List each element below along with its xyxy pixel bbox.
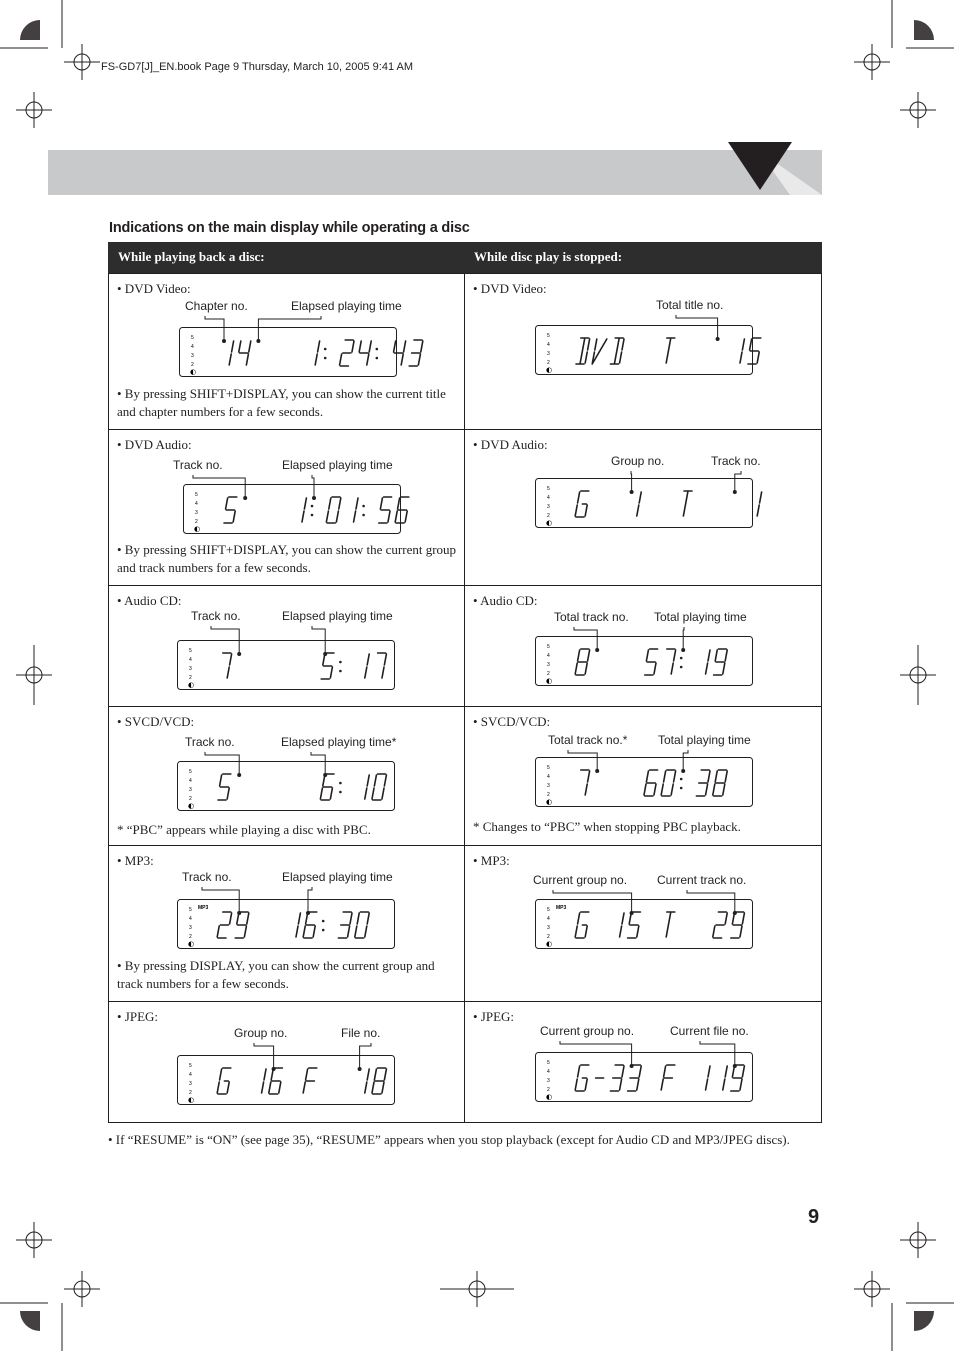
lcd-display bbox=[177, 761, 395, 816]
disc-indicator-icon: ◐ bbox=[194, 525, 201, 533]
callout-label: Track no. bbox=[185, 735, 235, 749]
lcd-display-svg bbox=[177, 899, 395, 949]
lcd-display bbox=[535, 478, 753, 533]
lcd-frame bbox=[536, 479, 753, 528]
lcd-colon-dot bbox=[680, 778, 683, 781]
table-header bbox=[108, 242, 822, 273]
callout-label: Group no. bbox=[611, 454, 665, 468]
lcd-display bbox=[179, 327, 397, 382]
lcd-glyph bbox=[409, 340, 423, 366]
disc-indicator-icon: ◐ bbox=[546, 1093, 553, 1101]
lcd-indicator-digit: 3 bbox=[195, 510, 198, 516]
lcd-display-svg bbox=[535, 478, 753, 528]
lcd-indicator-digit: 4 bbox=[547, 916, 550, 922]
lcd-indicator-digit: 2 bbox=[547, 671, 550, 677]
disc-type-label: • Audio CD: bbox=[473, 593, 538, 608]
disc-indicator-icon: ◐ bbox=[190, 368, 197, 376]
lcd-display-svg bbox=[183, 484, 401, 534]
lcd-indicator-digit: 3 bbox=[547, 662, 550, 668]
lcd-indicator-digit: 2 bbox=[189, 796, 192, 802]
cell-stopped-row-4 bbox=[464, 845, 822, 1002]
lcd-frame bbox=[178, 641, 395, 690]
lcd-indicator-digit: 2 bbox=[547, 934, 550, 940]
lcd-display bbox=[535, 899, 753, 954]
file-info-header: FS-GD7[J]_EN.book Page 9 Thursday, March 10, 2005 9:41 AM bbox=[101, 61, 414, 73]
lcd-colon-dot bbox=[322, 929, 325, 932]
callout-label: Group no. bbox=[234, 1026, 288, 1040]
lcd-frame bbox=[184, 485, 401, 534]
resume-footnote: • If “RESUME” is “ON” (see page 35), “RESUME” appears when you stop playback (except for Audio CD and MP3/JPEG discs). bbox=[108, 1132, 790, 1147]
lcd-display-svg bbox=[535, 1052, 753, 1102]
cell-stopped-row-3 bbox=[464, 706, 822, 846]
column-header-stopped: While disc play is stopped: bbox=[474, 249, 623, 264]
lcd-frame bbox=[178, 900, 395, 949]
disc-type-label: • DVD Video: bbox=[473, 281, 547, 296]
lcd-indicator-digit: 5 bbox=[547, 765, 550, 771]
callout-label: Current group no. bbox=[540, 1024, 635, 1038]
lcd-indicator-digit: 3 bbox=[547, 925, 550, 931]
lcd-colon-dot bbox=[339, 791, 342, 794]
disc-type-label: • DVD Video: bbox=[117, 281, 191, 296]
disc-indicator-icon: ◐ bbox=[188, 940, 195, 948]
lcd-indicator-digit: 5 bbox=[195, 492, 198, 498]
disc-type-label: • SVCD/VCD: bbox=[473, 714, 551, 729]
disc-type-label: • MP3: bbox=[117, 853, 154, 868]
disc-indicator-icon: ◐ bbox=[188, 681, 195, 689]
section-band bbox=[48, 150, 822, 195]
lcd-frame bbox=[178, 762, 395, 811]
callout-label: Current group no. bbox=[533, 873, 628, 887]
lcd-indicator-digit: 3 bbox=[191, 353, 194, 359]
callout-label: Total track no. bbox=[554, 610, 629, 624]
callout-label: Total playing time bbox=[654, 610, 747, 624]
lcd-colon-dot bbox=[680, 666, 683, 669]
lcd-indicator-digit: 3 bbox=[189, 925, 192, 931]
disc-indicator-icon: ◐ bbox=[546, 519, 553, 527]
lcd-indicator-digit: 5 bbox=[547, 1060, 550, 1066]
lcd-display-svg bbox=[535, 636, 753, 686]
lcd-display-svg bbox=[177, 1055, 395, 1105]
disc-indicator-icon: ◐ bbox=[188, 802, 195, 810]
lcd-indicator-digit: 5 bbox=[547, 486, 550, 492]
lcd-display-svg bbox=[535, 325, 753, 375]
callout-label: Total track no.* bbox=[548, 733, 628, 747]
lcd-colon-dot bbox=[324, 357, 327, 360]
disc-type-label: • DVD Audio: bbox=[473, 437, 548, 452]
disc-type-label: • Audio CD: bbox=[117, 593, 182, 608]
cell-note: • By pressing DISPLAY, you can show the current group and track numbers for a few seconds. bbox=[117, 958, 435, 991]
lcd-indicator-digit: 4 bbox=[189, 657, 192, 663]
cell-stopped-row-5 bbox=[464, 1001, 822, 1123]
lcd-colon-dot bbox=[311, 505, 314, 508]
lcd-display bbox=[535, 325, 753, 380]
lcd-colon-dot bbox=[680, 657, 683, 660]
lcd-display-svg bbox=[179, 327, 397, 377]
lcd-frame bbox=[536, 1053, 753, 1102]
callout-label: Elapsed playing time bbox=[282, 609, 393, 623]
lcd-colon-dot bbox=[339, 782, 342, 785]
lcd-indicator-digit: 5 bbox=[189, 769, 192, 775]
lcd-indicator-digit: 4 bbox=[547, 653, 550, 659]
lcd-colon-dot bbox=[362, 514, 365, 517]
lcd-indicator-digit: 2 bbox=[547, 513, 550, 519]
lcd-display-svg bbox=[535, 899, 753, 949]
lcd-indicator-digit: 4 bbox=[547, 342, 550, 348]
lcd-indicator-digit: 4 bbox=[547, 774, 550, 780]
lcd-indicator-digit: 3 bbox=[189, 1081, 192, 1087]
lcd-indicator-digit: 2 bbox=[189, 1090, 192, 1096]
disc-type-label: • SVCD/VCD: bbox=[117, 714, 195, 729]
lcd-colon-dot bbox=[339, 670, 342, 673]
lcd-colon-dot bbox=[680, 787, 683, 790]
lcd-indicator-digit: 2 bbox=[195, 519, 198, 525]
callout-label: Total title no. bbox=[656, 298, 724, 312]
lcd-indicator-digit: 2 bbox=[547, 1087, 550, 1093]
column-header-playing: While playing back a disc: bbox=[118, 249, 265, 264]
lcd-frame bbox=[536, 900, 753, 949]
lcd-indicator-digit: 4 bbox=[195, 501, 198, 507]
lcd-indicator-digit: 3 bbox=[547, 504, 550, 510]
lcd-indicator-digit: 2 bbox=[191, 362, 194, 368]
lcd-display bbox=[177, 899, 395, 954]
lcd-indicator-digit: 3 bbox=[547, 1078, 550, 1084]
cell-playing-row-2 bbox=[108, 585, 465, 707]
lcd-frame bbox=[536, 637, 753, 686]
callout-label: Current file no. bbox=[670, 1024, 749, 1038]
callout-label: Elapsed playing time bbox=[282, 458, 393, 472]
lcd-indicator-digit: 2 bbox=[189, 934, 192, 940]
disc-indicator-icon: ◐ bbox=[546, 798, 553, 806]
callout-label: Track no. bbox=[711, 454, 761, 468]
lcd-colon-dot bbox=[376, 348, 379, 351]
cell-note: • By pressing SHIFT+DISPLAY, you can show the current title and chapter numbers for a few seconds. bbox=[117, 386, 446, 419]
disc-indicator-icon: ◐ bbox=[546, 940, 553, 948]
lcd-indicator-digit: 5 bbox=[189, 907, 192, 913]
cell-playing-row-1 bbox=[108, 429, 465, 586]
lcd-colon-dot bbox=[324, 348, 327, 351]
callout-label: Track no. bbox=[191, 609, 241, 623]
disc-type-label: • JPEG: bbox=[117, 1009, 159, 1024]
lcd-indicator-digit: 5 bbox=[189, 648, 192, 654]
callout-label: Track no. bbox=[182, 870, 232, 884]
lcd-colon-dot bbox=[376, 357, 379, 360]
lcd-indicator-digit: 4 bbox=[189, 916, 192, 922]
lcd-mp3-badge: MP3 bbox=[198, 905, 209, 911]
lcd-indicator-digit: 5 bbox=[547, 907, 550, 913]
disc-indicator-icon: ◐ bbox=[546, 677, 553, 685]
callout-label: Elapsed playing time bbox=[291, 299, 402, 313]
lcd-display-svg bbox=[177, 640, 395, 690]
cell-note: * “PBC” appears while playing a disc with PBC. bbox=[117, 822, 371, 837]
lcd-indicator-digit: 3 bbox=[189, 666, 192, 672]
corner-triangle-icon bbox=[728, 142, 822, 195]
page-number: 9 bbox=[808, 1206, 820, 1228]
cell-stopped-row-2 bbox=[464, 585, 822, 707]
lcd-display bbox=[535, 636, 753, 691]
lcd-frame bbox=[536, 758, 753, 807]
section-title: Indications on the main display while operating a disc bbox=[109, 220, 470, 236]
lcd-indicator-digit: 4 bbox=[189, 1072, 192, 1078]
lcd-colon-dot bbox=[322, 920, 325, 923]
lcd-frame bbox=[178, 1056, 395, 1105]
cell-stopped-row-0 bbox=[464, 273, 822, 430]
callout-label: Elapsed playing time* bbox=[281, 735, 397, 749]
lcd-indicator-digit: 3 bbox=[189, 787, 192, 793]
lcd-indicator-digit: 4 bbox=[547, 1069, 550, 1075]
lcd-colon-dot bbox=[362, 505, 365, 508]
disc-indicator-icon: ◐ bbox=[188, 1096, 195, 1104]
lcd-display bbox=[535, 757, 753, 812]
cell-playing-row-0 bbox=[108, 273, 465, 430]
lcd-colon-dot bbox=[311, 514, 314, 517]
callout-label: Chapter no. bbox=[185, 299, 248, 313]
lcd-display-svg bbox=[535, 757, 753, 807]
disc-type-label: • DVD Audio: bbox=[117, 437, 192, 452]
lcd-display bbox=[535, 1052, 753, 1107]
cell-note: * Changes to “PBC” when stopping PBC playback. bbox=[473, 819, 741, 834]
callout-label: Current track no. bbox=[657, 873, 747, 887]
lcd-indicator-digit: 5 bbox=[191, 335, 194, 341]
lcd-indicator-digit: 5 bbox=[189, 1063, 192, 1069]
lcd-display bbox=[177, 640, 395, 695]
disc-indicator-icon: ◐ bbox=[546, 366, 553, 374]
cell-stopped-row-1 bbox=[464, 429, 822, 586]
lcd-colon-dot bbox=[339, 661, 342, 664]
lcd-display-svg bbox=[177, 761, 395, 811]
disc-type-label: • JPEG: bbox=[473, 1009, 515, 1024]
cell-playing-row-3 bbox=[108, 706, 465, 846]
lcd-indicator-digit: 4 bbox=[547, 495, 550, 501]
cell-playing-row-5 bbox=[108, 1001, 465, 1123]
display-indications-table bbox=[108, 242, 822, 1122]
callout-label: Track no. bbox=[173, 458, 223, 472]
lcd-frame bbox=[536, 326, 753, 375]
callout-label: Elapsed playing time bbox=[282, 870, 393, 884]
cell-note: • By pressing SHIFT+DISPLAY, you can show the current group and track numbers for a few seconds. bbox=[117, 542, 457, 575]
lcd-indicator-digit: 4 bbox=[191, 344, 194, 350]
lcd-indicator-digit: 3 bbox=[547, 351, 550, 357]
lcd-indicator-digit: 4 bbox=[189, 778, 192, 784]
lcd-indicator-digit: 2 bbox=[547, 792, 550, 798]
lcd-indicator-digit: 2 bbox=[547, 360, 550, 366]
cell-playing-row-4 bbox=[108, 845, 465, 1002]
lcd-indicator-digit: 5 bbox=[547, 644, 550, 650]
callout-label: File no. bbox=[341, 1026, 381, 1040]
lcd-display bbox=[177, 1055, 395, 1110]
lcd-indicator-digit: 2 bbox=[189, 675, 192, 681]
callout-label: Total playing time bbox=[658, 733, 751, 747]
disc-type-label: • MP3: bbox=[473, 853, 510, 868]
lcd-glyph bbox=[757, 492, 761, 516]
lcd-indicator-digit: 5 bbox=[547, 333, 550, 339]
lcd-display bbox=[183, 484, 401, 539]
lcd-mp3-badge: MP3 bbox=[556, 905, 567, 911]
lcd-indicator-digit: 3 bbox=[547, 783, 550, 789]
lcd-frame bbox=[180, 328, 397, 377]
